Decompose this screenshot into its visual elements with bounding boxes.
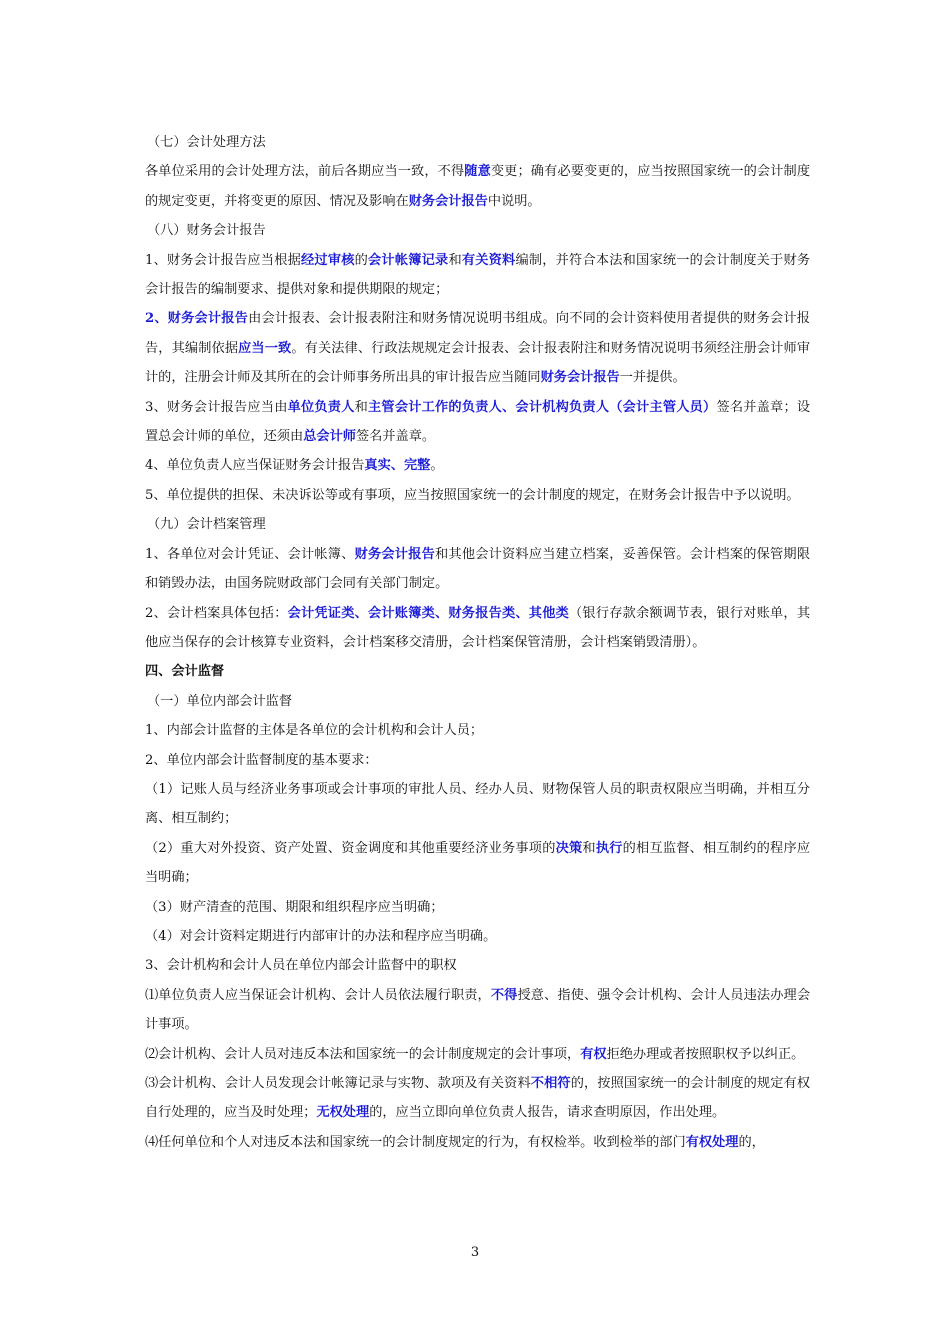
paragraph: 2、财务会计报告由会计报表、会计报表附注和财务情况说明书组成。向不同的会计资料使用者提供的财务会计报告，其编制依据应当一致。有关法律、行政法规规定会计报表、会计报表附注和财务情况说明书须经注册会计师审计的，注册会计师及其所在的会计师事务所出具的审计报告应当随同财务会计报告一并提供。: [145, 311, 811, 386]
highlight-term: 总会计师: [303, 429, 356, 445]
highlight-term: 财务会计报告: [540, 370, 620, 386]
highlight-term: 主管会计工作的负责人、会计机构负责人（会计主管人员）: [368, 399, 717, 415]
highlight-term: 真实、完整: [364, 458, 431, 474]
list-item: （4）对会计资料定期进行内部审计的办法和程序应当明确。: [145, 928, 497, 944]
highlight-term: 有权处理: [685, 1134, 739, 1150]
highlight-term: 会计帐簿记录: [368, 252, 449, 268]
highlight-term: 经过审核: [301, 252, 355, 268]
page-content: [145, 128, 810, 1157]
highlight-term: 无权处理: [316, 1105, 370, 1121]
highlight-term: 不相符: [530, 1076, 571, 1091]
paragraph: 3、会计机构和会计人员在单位内部会计监督中的职权: [145, 958, 457, 974]
paragraph: 3、财务会计报告应当由单位负责人和主管会计工作的负责人、会计机构负责人（会计主管人员）签名并盖章；设置总会计师的单位，还须由总会计师签名并盖章。: [145, 399, 811, 445]
paragraph: 1、财务会计报告应当根据经过审核的会计帐簿记录和有关资料编制，并符合本法和国家统一的会计制度关于财务会计报告的编制要求、提供对象和提供期限的规定；: [145, 252, 811, 298]
paragraph: 4、单位负责人应当保证财务会计报告真实、完整。: [145, 458, 444, 474]
highlight-term: 有权: [580, 1046, 607, 1062]
paragraph: 1、内部会计监督的主体是各单位的会计机构和会计人员；: [145, 723, 484, 739]
highlight-term: 不得: [490, 987, 518, 1003]
list-item: （2）重大对外投资、资产处置、资金调度和其他重要经济业务事项的决策和执行的相互监督、相互制约的程序应当明确；: [145, 840, 811, 886]
section-heading-7: （七）会计处理方法: [147, 135, 266, 150]
highlight-term: 单位负责人: [287, 399, 355, 415]
list-item: ⑷任何单位和个人对违反本法和国家统一的会计制度规定的行为，有权检举。收到检举的部门有权处理的，: [145, 1134, 765, 1150]
highlight-term: 财务会计报告: [354, 546, 436, 562]
highlight-term: 有关资料: [461, 252, 516, 268]
paragraph: 2、单位内部会计监督制度的基本要求：: [145, 752, 378, 768]
list-item: ⑴单位负责人应当保证会计机构、会计人员依法履行职责，不得授意、指使、强令会计机构、会计人员违法办理会计事项。: [145, 987, 811, 1033]
highlight-term: 决策: [555, 840, 583, 856]
paragraph: 1、各单位对会计凭证、会计帐簿、财务会计报告和其他会计资料应当建立档案，妥善保管。会计档案的保管期限和销毁办法，由国务院财政部门会同有关部门制定。: [145, 546, 811, 592]
chapter-heading: 四、会计监督: [145, 664, 225, 680]
list-item: （1）记账人员与经济业务事项或会计事项的审批人员、经办人员、财物保管人员的职责权限应当明确，并相互分离、相互制约；: [145, 781, 810, 827]
section-heading-9: （九）会计档案管理: [147, 517, 266, 533]
page-number: 3: [470, 1245, 480, 1260]
highlight-term: 执行: [595, 840, 623, 856]
list-item: ⑵会计机构、会计人员对违反本法和国家统一的会计制度规定的会计事项，有权拒绝办理或者按照职权予以纠正。: [145, 1046, 805, 1062]
highlight-term: 随意: [464, 164, 491, 180]
highlight-term: 财务会计报告: [408, 193, 488, 209]
highlight-term: 2、财务会计报告: [145, 311, 249, 327]
list-item: （3）财产清查的范围、期限和组织程序应当明确；: [145, 899, 444, 915]
section-heading-8: （八）财务会计报告: [147, 223, 266, 239]
paragraph: 各单位采用的会计处理方法，前后各期应当一致，不得随意变更；确有必要变更的，应当按照国家统一的会计制度的规定变更，并将变更的原因、情况及影响在财务会计报告中说明。: [145, 164, 811, 209]
highlight-term: 应当一致: [238, 340, 292, 356]
paragraph: 2、会计档案具体包括：会计凭证类、会计账簿类、财务报告类、其他类（银行存款余额调节表，银行对账单，其他应当保存的会计核算专业资料，会计档案移交清册，会计档案保管清册，会计档案销毁清册）。: [145, 605, 811, 650]
paragraph: 5、单位提供的担保、未决诉讼等或有事项，应当按照国家统一的会计制度的规定，在财务会计报告中予以说明。: [145, 487, 800, 503]
list-item: ⑶会计机构、会计人员发现会计帐簿记录与实物、款项及有关资料不相符的，按照国家统一的会计制度的规定有权自行处理的，应当及时处理；无权处理的，应当立即向单位负责人报告，请求查明原因，作出处理。: [145, 1076, 811, 1121]
section-heading-1: （一）单位内部会计监督: [147, 693, 293, 709]
highlight-term: 会计凭证类、会计账簿类、财务报告类、其他类: [287, 605, 570, 621]
